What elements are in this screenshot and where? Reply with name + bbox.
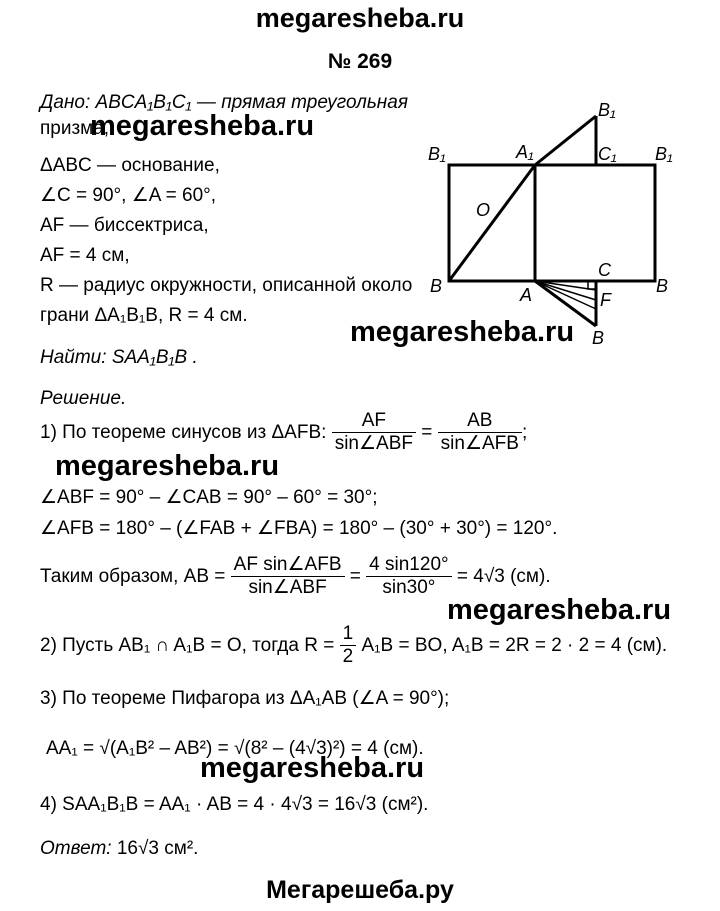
- label-b-right: B: [656, 276, 669, 296]
- given-line-8: грани ΔA₁B₁B, R = 4 см.: [40, 305, 248, 326]
- step2-fraction: [340, 623, 357, 668]
- given-line-4: ∠C = 90°, ∠A = 60°,: [40, 185, 217, 206]
- label-a: A: [520, 285, 533, 305]
- given-line-6: AF = 4 см,: [40, 245, 130, 266]
- site-header: megaresheba.ru: [255, 3, 465, 33]
- given-line-2: призма,: [40, 118, 110, 139]
- watermark: megaresheba.ru: [200, 752, 425, 784]
- equals-sign: =: [421, 421, 433, 443]
- step1-fraction-1: [332, 410, 416, 455]
- step1-line-4-pre: Таким образом, AB =: [40, 565, 226, 587]
- fraction-numerator: 1: [340, 623, 357, 646]
- answer-label: Ответ:: [40, 838, 112, 859]
- answer-value: 16√3 см².: [116, 838, 199, 859]
- semicolon: ;: [521, 421, 528, 443]
- step1-fraction-2: [438, 410, 522, 455]
- label-c1: C₁: [598, 144, 617, 164]
- bisector-af: [535, 281, 596, 300]
- label-c: C: [598, 260, 611, 280]
- find-line: [40, 347, 198, 369]
- solution-label: Решение.: [40, 388, 127, 409]
- watermark: megaresheba.ru: [350, 316, 575, 348]
- fraction-denominator: sin∠ABF: [248, 577, 327, 598]
- label-b1-right: B₁: [655, 144, 673, 164]
- fraction-numerator: AF sin∠AFB: [231, 554, 345, 577]
- step1-line-2: ∠ABF = 90° – ∠CAB = 90° – 60° = 30°;: [40, 487, 378, 508]
- step1-intro: 1) По теореме синусов из ΔAFB:: [40, 421, 327, 443]
- bottom-triangle-ab: [535, 281, 596, 326]
- diagonal-a1b: [449, 165, 535, 281]
- step2-pre: 2) Пусть AB₁ ∩ A₁B = O, тогда R =: [40, 634, 335, 656]
- prism-net-figure: [420, 98, 720, 358]
- top-triangle-hyp: [535, 116, 596, 165]
- site-footer: Мегарешеба.ру: [266, 876, 454, 904]
- label-b-bottom: B: [592, 328, 605, 348]
- fraction-denominator: sin∠AFB: [440, 433, 519, 454]
- step3-line-1: 3) По теореме Пифагора из ΔA₁AB (∠A = 90°);: [40, 688, 450, 709]
- fraction-denominator: sin∠ABF: [334, 433, 413, 454]
- watermark: megaresheba.ru: [55, 450, 280, 482]
- fraction-denominator: 2: [342, 646, 354, 667]
- step1-line-4-result: = 4√3 (см).: [456, 565, 551, 587]
- watermark: megaresheba.ru: [90, 110, 315, 142]
- step1-line-3: ∠AFB = 180° – (∠FAB + ∠FBA) = 180° – (30° + 30°) = 120°.: [40, 518, 558, 539]
- find-label: Найти:: [40, 347, 107, 368]
- label-b1-top: B₁: [598, 100, 616, 120]
- label-a1: A₁: [516, 142, 534, 162]
- fraction-numerator: AB: [438, 410, 522, 433]
- step1-line-4-fraction-2: [366, 554, 451, 599]
- watermark: megaresheba.ru: [447, 594, 672, 626]
- face-rectangle-right: [535, 165, 655, 281]
- given-line-5: AF — биссектриса,: [40, 215, 209, 236]
- step2-post: A₁B = BO, A₁B = 2R = 2 · 2 = 4 (см).: [361, 634, 668, 656]
- fraction-denominator: sin30°: [382, 577, 436, 598]
- step1-line-4-fraction-1: [231, 554, 345, 599]
- label-b-left: B: [430, 276, 443, 296]
- step1-line-4: [40, 554, 551, 599]
- label-o: O: [476, 200, 491, 220]
- label-b1-left: B₁: [428, 144, 446, 164]
- step2-line: [40, 623, 667, 668]
- step3-line-2: AA₁ = √(A₁B² – AB²) = √(8² – (4√3)²) = 4 (см).: [46, 738, 424, 759]
- answer-line: [40, 838, 198, 860]
- step1-sine-rule: [40, 410, 527, 455]
- fraction-numerator: AF: [332, 410, 416, 433]
- step4-line: 4) SAA₁B₁B = AA₁ · AB = 4 · 4√3 = 16√3 (см²).: [40, 794, 429, 815]
- given-line-7: R — радиус окружности, описанной около: [40, 275, 413, 296]
- label-f: F: [600, 290, 611, 310]
- given-line-3: ΔABC — основание,: [40, 155, 220, 176]
- fraction-numerator: 4 sin120°: [366, 554, 451, 577]
- equals-sign: =: [349, 565, 361, 587]
- given-line-1: Дано: ABCA₁B₁C₁ — прямая треугольная: [40, 92, 408, 113]
- problem-number: № 269: [327, 50, 393, 73]
- find-value: SAA₁B₁B .: [111, 347, 198, 368]
